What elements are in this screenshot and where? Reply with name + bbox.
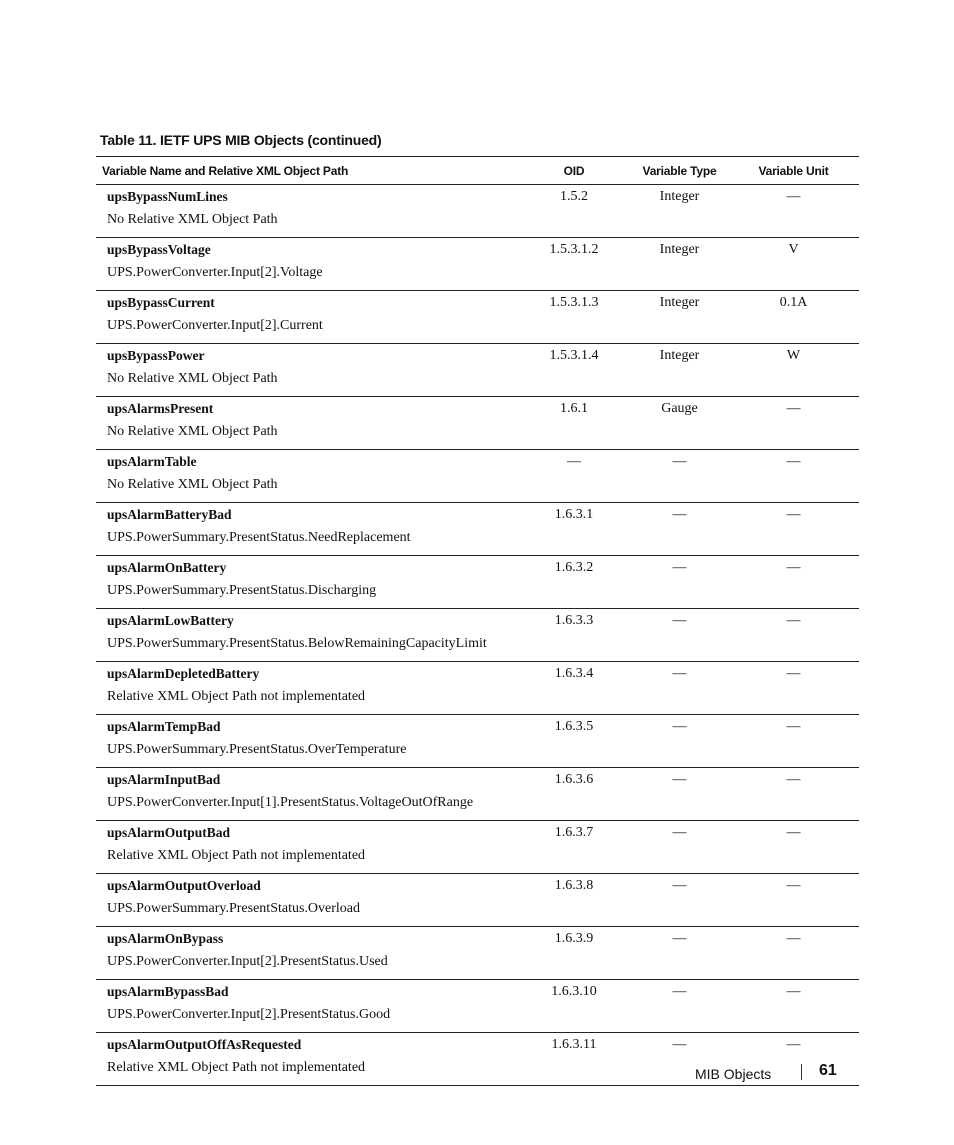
variable-name: upsBypassNumLines <box>107 189 228 204</box>
variable-unit-cell: — <box>728 980 859 1033</box>
variable-unit-cell: — <box>728 450 859 503</box>
xml-object-path: No Relative XML Object Path <box>107 424 278 439</box>
variable-cell <box>96 556 517 609</box>
variable-unit-cell: — <box>728 397 859 450</box>
table-row <box>96 662 859 715</box>
table-row <box>96 344 859 397</box>
xml-object-path: Relative XML Object Path not implementated <box>107 1060 366 1075</box>
table-row <box>96 185 859 238</box>
variable-type-cell: Gauge <box>631 397 728 450</box>
xml-object-path: UPS.PowerSummary.PresentStatus.Overload <box>107 901 361 916</box>
variable-unit-cell: — <box>728 556 859 609</box>
xml-object-path: UPS.PowerConverter.Input[2].PresentStatus.Used <box>107 954 388 969</box>
oid-cell: 1.6.1 <box>517 397 631 450</box>
xml-object-path: No Relative XML Object Path <box>107 477 278 492</box>
variable-unit-cell: — <box>728 609 859 662</box>
variable-name: upsBypassCurrent <box>107 295 215 310</box>
variable-name: upsAlarmBatteryBad <box>107 507 232 522</box>
variable-type-cell: — <box>631 715 728 768</box>
oid-cell: 1.6.3.8 <box>517 874 631 927</box>
variable-cell <box>96 397 517 450</box>
variable-cell <box>96 609 517 662</box>
oid-cell: 1.6.3.1 <box>517 503 631 556</box>
variable-type-cell: — <box>631 768 728 821</box>
variable-type-cell: — <box>631 609 728 662</box>
xml-object-path: Relative XML Object Path not implementated <box>107 689 366 704</box>
variable-cell <box>96 291 517 344</box>
variable-cell <box>96 874 517 927</box>
xml-object-path: No Relative XML Object Path <box>107 212 278 227</box>
variable-unit-cell: — <box>728 874 859 927</box>
table-header-row <box>96 157 859 185</box>
variable-type-cell: Integer <box>631 344 728 397</box>
oid-cell: 1.5.3.1.4 <box>517 344 631 397</box>
xml-object-path: UPS.PowerSummary.PresentStatus.Discharging <box>107 583 377 598</box>
variable-type-cell: Integer <box>631 238 728 291</box>
variable-unit-cell: 0.1A <box>728 291 859 344</box>
footer-divider <box>801 1064 802 1080</box>
variable-name: upsBypassVoltage <box>107 242 211 257</box>
variable-cell <box>96 821 517 874</box>
variable-type-cell: — <box>631 503 728 556</box>
table-row <box>96 503 859 556</box>
variable-unit-cell: — <box>728 927 859 980</box>
table-row <box>96 450 859 503</box>
variable-type-cell: Integer <box>631 291 728 344</box>
variable-cell <box>96 980 517 1033</box>
xml-object-path: Relative XML Object Path not implementated <box>107 848 366 863</box>
table-row <box>96 768 859 821</box>
variable-cell <box>96 450 517 503</box>
table-row <box>96 238 859 291</box>
table-body <box>96 185 859 1086</box>
mib-objects-table <box>96 156 859 1086</box>
xml-object-path: UPS.PowerConverter.Input[2].PresentStatus.Good <box>107 1007 391 1022</box>
oid-cell: — <box>517 450 631 503</box>
variable-name: upsAlarmLowBattery <box>107 613 234 628</box>
variable-cell <box>96 503 517 556</box>
variable-name: upsAlarmOutputBad <box>107 825 231 840</box>
variable-type-cell: — <box>631 980 728 1033</box>
page-number: 61 <box>819 1062 837 1079</box>
xml-object-path: UPS.PowerSummary.PresentStatus.OverTemperature <box>107 742 407 757</box>
table-row <box>96 715 859 768</box>
page-footer <box>0 1062 954 1086</box>
table-row <box>96 397 859 450</box>
variable-type-cell: — <box>631 662 728 715</box>
variable-unit-cell: — <box>728 715 859 768</box>
variable-name: upsAlarmDepletedBattery <box>107 666 260 681</box>
variable-cell <box>96 715 517 768</box>
variable-unit-cell: — <box>728 503 859 556</box>
variable-name: upsAlarmOutputOffAsRequested <box>107 1037 302 1052</box>
variable-name: upsAlarmOnBattery <box>107 560 227 575</box>
variable-cell <box>96 238 517 291</box>
oid-cell: 1.6.3.4 <box>517 662 631 715</box>
oid-cell: 1.6.3.2 <box>517 556 631 609</box>
table-row <box>96 556 859 609</box>
variable-unit-cell: V <box>728 238 859 291</box>
table-row <box>96 291 859 344</box>
oid-cell: 1.5.3.1.2 <box>517 238 631 291</box>
variable-name: upsAlarmTable <box>107 454 197 469</box>
variable-name: upsAlarmOnBypass <box>107 931 224 946</box>
table-caption: Table 11. IETF UPS MIB Objects (continued) <box>100 132 382 148</box>
variable-name: upsBypassPower <box>107 348 205 363</box>
xml-object-path: UPS.PowerConverter.Input[2].Current <box>107 318 323 333</box>
oid-cell: 1.5.3.1.3 <box>517 291 631 344</box>
variable-name: upsAlarmsPresent <box>107 401 214 416</box>
variable-unit-cell: — <box>728 662 859 715</box>
variable-type-cell: — <box>631 821 728 874</box>
variable-name: upsAlarmTempBad <box>107 719 221 734</box>
oid-cell: 1.6.3.9 <box>517 927 631 980</box>
variable-unit-cell: W <box>728 344 859 397</box>
variable-name: upsAlarmOutputOverload <box>107 878 261 893</box>
oid-cell: 1.6.3.10 <box>517 980 631 1033</box>
header-variable-unit: Variable Unit <box>728 157 859 185</box>
xml-object-path: UPS.PowerSummary.PresentStatus.BelowRemainingCapacityLimit <box>107 636 487 651</box>
header-variable-type: Variable Type <box>631 157 728 185</box>
variable-type-cell: — <box>631 874 728 927</box>
variable-cell <box>96 344 517 397</box>
oid-cell: 1.6.3.3 <box>517 609 631 662</box>
oid-cell: 1.6.3.6 <box>517 768 631 821</box>
oid-cell: 1.6.3.7 <box>517 821 631 874</box>
table-row <box>96 821 859 874</box>
xml-object-path: UPS.PowerConverter.Input[1].PresentStatus.VoltageOutOfRange <box>107 795 474 810</box>
variable-unit-cell: — <box>728 1033 859 1086</box>
oid-cell: 1.5.2 <box>517 185 631 238</box>
xml-object-path: No Relative XML Object Path <box>107 371 278 386</box>
variable-unit-cell: — <box>728 768 859 821</box>
table-row <box>96 927 859 980</box>
variable-type-cell: — <box>631 1033 728 1086</box>
variable-type-cell: — <box>631 927 728 980</box>
oid-cell: 1.6.3.11 <box>517 1033 631 1086</box>
variable-name: upsAlarmInputBad <box>107 772 221 787</box>
variable-type-cell: — <box>631 450 728 503</box>
table-row <box>96 980 859 1033</box>
table-row <box>96 609 859 662</box>
variable-unit-cell: — <box>728 185 859 238</box>
variable-cell <box>96 185 517 238</box>
variable-type-cell: — <box>631 556 728 609</box>
footer-section-title: MIB Objects <box>695 1066 772 1082</box>
header-oid: OID <box>517 157 631 185</box>
oid-cell: 1.6.3.5 <box>517 715 631 768</box>
variable-cell <box>96 662 517 715</box>
variable-type-cell: Integer <box>631 185 728 238</box>
variable-name: upsAlarmBypassBad <box>107 984 229 999</box>
variable-unit-cell: — <box>728 821 859 874</box>
xml-object-path: UPS.PowerConverter.Input[2].Voltage <box>107 265 323 280</box>
header-variable-name: Variable Name and Relative XML Object Path <box>96 157 517 185</box>
variable-cell <box>96 768 517 821</box>
table-row <box>96 874 859 927</box>
xml-object-path: UPS.PowerSummary.PresentStatus.NeedReplacement <box>107 530 411 545</box>
variable-cell <box>96 927 517 980</box>
